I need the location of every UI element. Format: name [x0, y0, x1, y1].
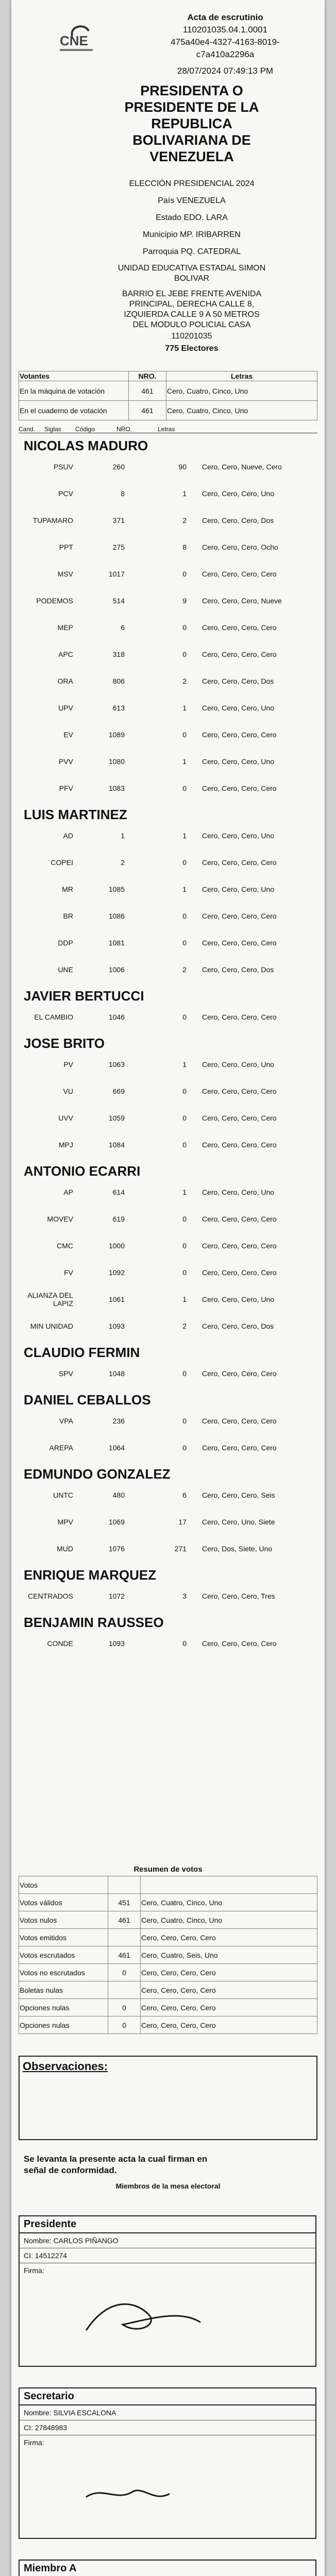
member-sign-label: Firma:	[24, 2266, 44, 2275]
party-letters: Cero, Cero, Nueve, Cero	[202, 463, 282, 471]
party-n: 6	[182, 1491, 187, 1499]
candidate-section	[16, 1567, 321, 1609]
party-party: CMC	[57, 1242, 73, 1250]
party-n: 0	[182, 1242, 187, 1250]
party-row	[16, 1313, 321, 1340]
party-n: 0	[182, 858, 187, 867]
party-n: 1	[182, 885, 187, 893]
party-letters: Cero, Dos, Siete, Uno	[202, 1545, 273, 1553]
scrutiny-receipt	[11, 0, 325, 2576]
candidate-section	[16, 807, 321, 983]
member-role: Secretario	[20, 2388, 315, 2405]
party-party: MUD	[57, 1545, 73, 1553]
party-letters: Cero, Cero, Cero, Cero	[202, 623, 277, 632]
party-n: 17	[178, 1518, 187, 1526]
candidate-section	[16, 1615, 321, 1657]
center-name: UNIDAD EDUCATIVA ESTADAL SIMON BOLIVAR	[117, 264, 266, 283]
party-n: 0	[182, 731, 187, 739]
member-name: Nombre: CARLOS PIÑANGO	[20, 2233, 315, 2248]
party-row	[16, 1509, 321, 1535]
party-code: 1080	[108, 757, 125, 766]
summary-row: Votos no escrutados 0 Cero, Cero, Cero, Cero	[19, 1964, 317, 1981]
signature-drawing	[76, 2466, 262, 2522]
center-address: BARRIO EL JEBE FRENTE AVENIDA PRINCIPAL, DERECHA CALLE 8, IZQUIERDA CALLE 9 A 50 METROS DEL MODULO POLICIAL CASA	[122, 290, 262, 329]
party-party: CONDE	[47, 1639, 73, 1648]
party-row	[16, 453, 321, 480]
party-n: 0	[182, 912, 187, 920]
party-row	[16, 1535, 321, 1562]
party-party: UNTC	[53, 1491, 73, 1499]
party-letters: Cero, Cero, Cero, Cero	[202, 1114, 277, 1122]
party-row	[16, 822, 321, 849]
candidate-name: ENRIQUE MARQUEZ	[24, 1567, 157, 1583]
signature-drawing	[76, 2294, 262, 2350]
party-row	[16, 1434, 321, 1461]
party-letters: Cero, Cero, Cero, Cero	[202, 912, 277, 920]
party-party: DDP	[58, 939, 73, 947]
party-letters: Cero, Cero, Cero, Dos	[202, 965, 274, 974]
party-code: 1093	[108, 1322, 125, 1330]
party-party: MPV	[57, 1518, 73, 1526]
party-code: 1083	[108, 784, 125, 792]
party-letters: Cero, Cero, Cero, Uno	[202, 1188, 275, 1196]
party-party: FV	[64, 1268, 73, 1277]
party-party: MOVEV	[47, 1215, 73, 1223]
party-row	[16, 480, 321, 507]
party-party: COPEI	[51, 858, 73, 867]
candidate-section	[16, 438, 321, 802]
party-row	[16, 1206, 321, 1232]
acta-datetime: 28/07/2024 07:49:13 PM	[177, 66, 274, 76]
closing-note: Se levanta la presente acta la cual firman en señal de conformidad.	[24, 2154, 208, 2175]
party-letters: Cero, Cero, Cero, Cero	[202, 650, 277, 658]
party-party: ALIANZA DEL LAPIZ	[27, 1291, 73, 1308]
party-letters: Cero, Cero, Cero, Uno	[202, 832, 275, 840]
party-code: 614	[112, 1188, 125, 1196]
party-party: PV	[63, 1060, 73, 1069]
party-code: 1048	[108, 1369, 125, 1378]
candidate-section	[16, 1163, 321, 1340]
party-letters: Cero, Cero, Cero, Cero	[202, 1639, 277, 1648]
member-card	[19, 2387, 316, 2539]
candidate-name: NICOLAS MADURO	[24, 438, 148, 453]
member-ci: CI: 27848983	[20, 2420, 315, 2435]
party-n: 0	[182, 1639, 187, 1648]
member-role: Miembro A	[20, 2561, 315, 2576]
party-party: AREPA	[49, 1444, 73, 1452]
party-code: 8	[121, 489, 125, 498]
party-row	[16, 587, 321, 614]
party-code: 318	[112, 650, 125, 658]
party-letters: Cero, Cero, Cero, Cero	[202, 1141, 277, 1149]
party-row	[16, 1232, 321, 1259]
party-row	[16, 1105, 321, 1131]
parish: Parroquia PQ. CATEDRAL	[143, 247, 241, 256]
party-n: 1	[182, 1188, 187, 1196]
summary-title: Resumen de votos	[133, 1865, 203, 1874]
party-letters: Cero, Cero, Cero, Cero	[202, 570, 277, 578]
party-row	[16, 641, 321, 668]
party-letters: Cero, Cero, Cero, Dos	[202, 677, 274, 685]
candidate-name: BENJAMIN RAUSSEO	[24, 1615, 164, 1630]
party-code: 1076	[108, 1545, 125, 1553]
member-ci: CI: 14512274	[20, 2248, 315, 2263]
party-row	[16, 561, 321, 587]
party-n: 0	[182, 650, 187, 658]
party-letters: Cero, Cero, Cero, Ocho	[202, 543, 278, 551]
party-n: 0	[182, 1141, 187, 1149]
party-letters: Cero, Cero, Cero, Cero	[202, 1013, 277, 1021]
party-row	[16, 775, 321, 802]
party-code: 1086	[108, 912, 125, 920]
party-code: 1017	[108, 570, 125, 578]
party-row	[16, 1408, 321, 1434]
observations-label: Observaciones:	[23, 2060, 108, 2073]
party-letters: Cero, Cero, Cero, Cero	[202, 1417, 277, 1425]
party-n: 1	[182, 489, 187, 498]
candidate-name: ANTONIO ECARRI	[24, 1163, 141, 1179]
party-party: MIN UNIDAD	[30, 1322, 73, 1330]
party-letters: Cero, Cero, Cero, Uno	[202, 704, 275, 712]
party-row	[16, 668, 321, 694]
party-n: 9	[182, 597, 187, 605]
party-n: 2	[182, 677, 187, 685]
members-list	[19, 2195, 316, 2576]
party-n: 0	[182, 1417, 187, 1425]
party-letters: Cero, Cero, Cero, Cero	[202, 731, 277, 739]
municipality: Municipio MP. IRIBARREN	[143, 230, 241, 239]
candidate-results	[16, 433, 321, 1657]
party-code: 1063	[108, 1060, 125, 1069]
candidate-name: DANIEL CEBALLOS	[24, 1392, 151, 1408]
party-row	[16, 1286, 321, 1313]
party-n: 0	[182, 570, 187, 578]
party-row	[16, 1259, 321, 1286]
party-party: PSUV	[53, 463, 73, 471]
party-party: VU	[63, 1087, 73, 1095]
party-code: 1046	[108, 1013, 125, 1021]
party-code: 371	[112, 516, 125, 524]
party-party: MPJ	[59, 1141, 73, 1149]
party-code: 1006	[108, 965, 125, 974]
electors-count: 775 Electores	[165, 344, 219, 353]
party-code: 480	[112, 1491, 125, 1499]
party-n: 0	[182, 1268, 187, 1277]
party-n: 3	[182, 1592, 187, 1600]
party-party: BR	[63, 912, 73, 920]
party-n: 0	[182, 1114, 187, 1122]
party-n: 1	[182, 704, 187, 712]
party-n: 90	[178, 463, 187, 471]
party-letters: Cero, Cero, Cero, Uno	[202, 1295, 275, 1303]
party-letters: Cero, Cero, Cero, Uno	[202, 757, 275, 766]
summary-row: Opciones nulas 0 Cero, Cero, Cero, Cero	[19, 1999, 317, 2016]
party-party: UPV	[58, 704, 73, 712]
party-letters: Cero, Cero, Cero, Uno	[202, 1060, 275, 1069]
party-row	[16, 614, 321, 641]
party-letters: Cero, Cero, Cero, Cero	[202, 784, 277, 792]
candidate-subheader: Cand. Siglas Código NRO. Letras	[19, 426, 317, 433]
party-code: 1072	[108, 1592, 125, 1600]
party-party: CENTRADOS	[28, 1592, 73, 1600]
party-code: 1000	[108, 1242, 125, 1250]
party-row	[16, 1630, 321, 1657]
party-row	[16, 1051, 321, 1078]
party-n: 1	[182, 1295, 187, 1303]
party-row	[16, 721, 321, 748]
party-row	[16, 956, 321, 983]
party-row	[16, 1131, 321, 1158]
party-code: 6	[121, 623, 125, 632]
party-party: EL CAMBIO	[34, 1013, 73, 1021]
candidate-section	[16, 1345, 321, 1387]
candidate-name: JOSE BRITO	[24, 1036, 105, 1051]
party-row	[16, 1179, 321, 1206]
party-party: SPV	[58, 1369, 73, 1378]
party-party: PFV	[59, 784, 73, 792]
party-n: 2	[182, 1322, 187, 1330]
party-code: 613	[112, 704, 125, 712]
state: Estado EDO. LARA	[156, 213, 228, 222]
party-code: 275	[112, 543, 125, 551]
party-row	[16, 876, 321, 903]
summary-table	[19, 1876, 317, 2034]
party-code: 1069	[108, 1518, 125, 1526]
party-n: 0	[182, 1013, 187, 1021]
party-letters: Cero, Cero, Cero, Cero	[202, 1215, 277, 1223]
party-code: 514	[112, 597, 125, 605]
party-code: 806	[112, 677, 125, 685]
party-code: 1061	[108, 1295, 125, 1303]
party-party: EV	[63, 731, 73, 739]
party-n: 0	[182, 1444, 187, 1452]
summary-row: Opciones nulas 0 Cero, Cero, Cero, Cero	[19, 2016, 317, 2034]
party-party: UVV	[58, 1114, 73, 1122]
party-code: 619	[112, 1215, 125, 1223]
party-party: ORA	[57, 677, 73, 685]
summary-row: Votos	[19, 1876, 317, 1894]
party-n: 2	[182, 516, 187, 524]
party-row	[16, 903, 321, 929]
party-party: PVV	[58, 757, 73, 766]
acta-hash-2: c7a410a2296a	[196, 49, 255, 59]
candidate-section	[16, 1392, 321, 1461]
party-row	[16, 1360, 321, 1387]
voter-table: Votantes NRO. Letras En la máquina de votación 461 Cero, Cuatro, Cinco, Uno En el cuaderno de votación 461 Cero, Cuatro, Cinco, Uno	[19, 371, 317, 420]
party-party: VPA	[59, 1417, 73, 1425]
party-letters: Cero, Cero, Cero, Cero	[202, 1268, 277, 1277]
party-letters: Cero, Cero, Uno, Siete	[202, 1518, 275, 1526]
party-code: 1084	[108, 1141, 125, 1149]
table-row: En el cuaderno de votación 461 Cero, Cuatro, Cinco, Uno	[19, 401, 317, 420]
acta-title: Acta de escrutinio	[187, 12, 263, 22]
party-n: 0	[182, 939, 187, 947]
party-row	[16, 849, 321, 876]
party-n: 0	[182, 623, 187, 632]
party-n: 1	[182, 1060, 187, 1069]
party-n: 2	[182, 965, 187, 974]
party-party: AP	[63, 1188, 73, 1196]
party-party: UNE	[58, 965, 73, 974]
party-row	[16, 748, 321, 775]
party-party: APC	[58, 650, 73, 658]
party-n: 8	[182, 543, 187, 551]
party-letters: Cero, Cero, Cero, Uno	[202, 885, 275, 893]
acta-hash-1: 475a40e4-4327-4163-8019-	[171, 37, 280, 47]
election-heading: PRESIDENTA O PRESIDENTE DE LA REPUBLICA BOLIVARIANA DE VENEZUELA	[124, 83, 259, 164]
svg-text:CNE: CNE	[60, 33, 88, 48]
acta-code: 110201035.04.1.0001	[182, 25, 268, 35]
party-letters: Cero, Cero, Cero, Cero	[202, 1444, 277, 1452]
party-code: 1089	[108, 731, 125, 739]
member-role: Presidente	[20, 2216, 315, 2233]
candidate-section	[16, 988, 321, 1030]
party-letters: Cero, Cero, Cero, Cero	[202, 939, 277, 947]
party-row	[16, 507, 321, 534]
party-letters: Cero, Cero, Cero, Cero	[202, 1369, 277, 1378]
summary-row: Votos emitidos Cero, Cero, Cero, Cero	[19, 1929, 317, 1946]
members-title: Miembros de la mesa electoral	[115, 2182, 221, 2190]
party-n: 0	[182, 1215, 187, 1223]
summary-row: Votos nulos 461 Cero, Cuatro, Cinco, Uno	[19, 1911, 317, 1929]
party-letters: Cero, Cero, Cero, Cero	[202, 1242, 277, 1250]
member-sign-label: Firma:	[24, 2438, 44, 2447]
party-letters: Cero, Cero, Cero, Tres	[202, 1592, 275, 1600]
party-party: AD	[63, 832, 73, 840]
member-card	[19, 2560, 316, 2576]
candidate-name: EDMUNDO GONZALEZ	[24, 1466, 171, 1482]
party-letters: Cero, Cero, Cero, Dos	[202, 1322, 274, 1330]
party-party: TUPAMARO	[32, 516, 73, 524]
party-code: 1081	[108, 939, 125, 947]
party-letters: Cero, Cero, Cero, Dos	[202, 516, 274, 524]
party-row	[16, 1482, 321, 1509]
party-row	[16, 1583, 321, 1609]
party-letters: Cero, Cero, Cero, Seis	[202, 1491, 275, 1499]
party-row	[16, 534, 321, 561]
summary-row: Votos escrutados 461 Cero, Cuatro, Seis, Uno	[19, 1946, 317, 1964]
party-letters: Cero, Cero, Cero, Nueve	[202, 597, 282, 605]
party-code: 1093	[108, 1639, 125, 1648]
party-party: PODEMOS	[36, 597, 73, 605]
party-code: 260	[112, 463, 125, 471]
table-row: En la máquina de votación 461 Cero, Cuatro, Cinco, Uno	[19, 381, 317, 401]
party-code: 1092	[108, 1268, 125, 1277]
party-n: 0	[182, 1087, 187, 1095]
candidate-section	[16, 1036, 321, 1158]
party-n: 271	[174, 1545, 187, 1553]
location-block	[83, 175, 300, 355]
party-code: 1064	[108, 1444, 125, 1452]
party-n: 0	[182, 1369, 187, 1378]
party-code: 1059	[108, 1114, 125, 1122]
candidate-section	[16, 1466, 321, 1562]
candidate-name: JAVIER BERTUCCI	[24, 988, 144, 1004]
candidate-name: LUIS MARTINEZ	[24, 807, 127, 822]
observations-box	[19, 2056, 317, 2140]
party-letters: Cero, Cero, Cero, Uno	[202, 489, 275, 498]
party-code: 236	[112, 1417, 125, 1425]
country: País VENEZUELA	[158, 196, 226, 205]
party-n: 1	[182, 832, 187, 840]
cne-logo	[57, 21, 98, 57]
party-party: MR	[62, 885, 73, 893]
election-name: ELECCIÓN PRESIDENCIAL 2024	[129, 179, 255, 188]
summary-row: Boletas nulas Cero, Cero, Cero, Cero	[19, 1981, 317, 1999]
candidate-name: CLAUDIO FERMIN	[24, 1345, 140, 1360]
party-letters: Cero, Cero, Cero, Cero	[202, 1087, 277, 1095]
party-row	[16, 694, 321, 721]
center-code: 110201035	[171, 332, 212, 341]
party-code: 1	[121, 832, 125, 840]
party-row	[16, 1078, 321, 1105]
member-name: Nombre: SILVIA ESCALONA	[20, 2405, 315, 2420]
party-party: MEP	[57, 623, 73, 632]
summary-row: Votos válidos 451 Cero, Cuatro, Cinco, Uno	[19, 1894, 317, 1911]
party-party: PCV	[58, 489, 73, 498]
party-n: 1	[182, 757, 187, 766]
party-row	[16, 1004, 321, 1030]
member-card	[19, 2215, 316, 2367]
party-code: 2	[121, 858, 125, 867]
party-code: 1085	[108, 885, 125, 893]
party-n: 0	[182, 784, 187, 792]
party-party: PPT	[59, 543, 73, 551]
party-party: MSV	[57, 570, 73, 578]
party-code: 669	[112, 1087, 125, 1095]
party-row	[16, 929, 321, 956]
party-letters: Cero, Cero, Cero, Cero	[202, 858, 277, 867]
